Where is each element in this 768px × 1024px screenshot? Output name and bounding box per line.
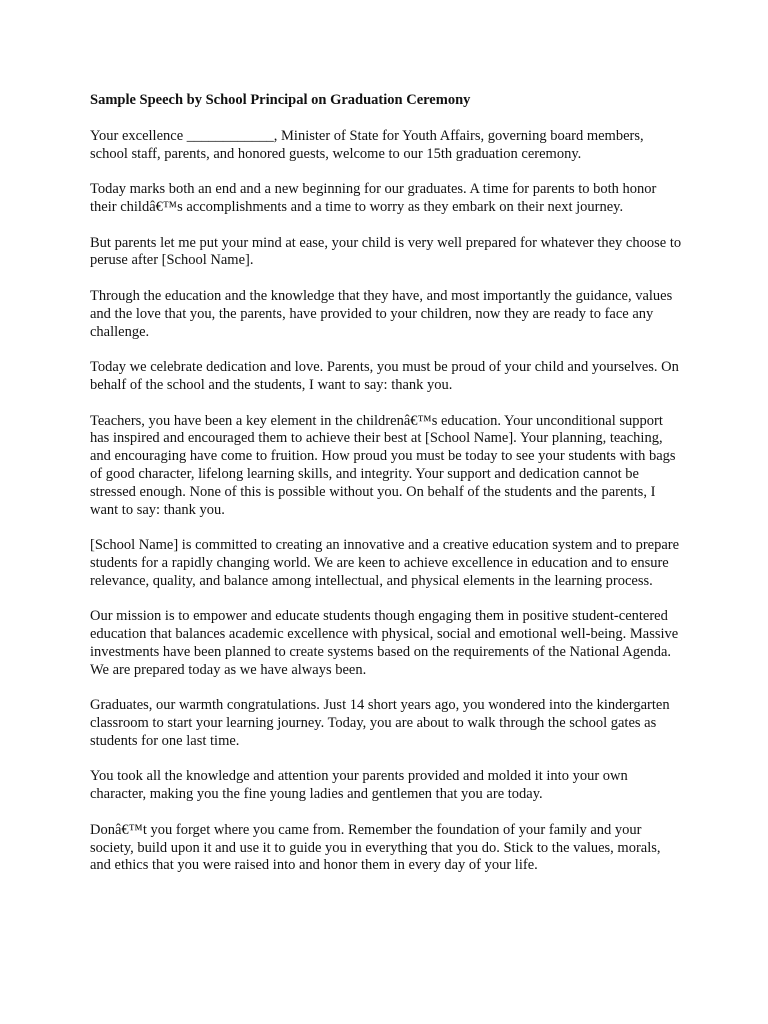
paragraph-3: But parents let me put your mind at ease, your child is very well prepared for whatever they choose to peruse after [School Name]. bbox=[90, 234, 682, 269]
paragraph-7: [School Name] is committed to creating an innovative and a creative education system and to prepare students for a rapidly changing world. We are keen to achieve excellence in education and to ensure relevance, quality, and balance among intellectual, and physical elements in the learning process. bbox=[90, 537, 680, 589]
paragraph-1: Your excellence ____________, Minister of State for Youth Affairs, governing board members, school staff, parents, and honored guests, welcome to our 15th graduation ceremony. bbox=[90, 127, 644, 162]
paragraph-4: Through the education and the knowledge that they have, and most importantly the guidance, values and the love that you, the parents, have provided to your children, now they are ready to face any challenge. bbox=[90, 287, 673, 340]
paragraph-8: Our mission is to empower and educate students though engaging them in positive student-centered education that balances academic excellence with physical, social and emotional well-being. Massive investments have been planned to create systems based on the requirements of the National Agenda. We are prepared today as we have always been. bbox=[90, 608, 679, 678]
paragraph-2: Today marks both an end and a new beginning for our graduates. A time for parents to both honor their childâ€™s accomplishments and a time to worry as they embark on their next journey. bbox=[90, 181, 657, 215]
paragraph-9: Graduates, our warmth congratulations. Just 14 short years ago, you wondered into the kindergarten classroom to start your learning journey. Today, you are about to walk through the school gates as students for one last time. bbox=[90, 697, 670, 749]
document-page bbox=[90, 92, 682, 893]
paragraph-11: Donâ€™t you forget where you came from. Remember the foundation of your family and your society, build upon it and use it to guide you in everything that you do. Stick to the values, morals, and ethics that you were raised into and honor them in every day of your life. bbox=[90, 821, 661, 874]
document-title: Sample Speech by School Principal on Graduation Ceremony bbox=[90, 92, 471, 108]
paragraph-5: Today we celebrate dedication and love. Parents, you must be proud of your child and yourselves. On behalf of the school and the students, I want to say: thank you. bbox=[90, 359, 679, 393]
paragraph-10: You took all the knowledge and attention your parents provided and molded it into your own character, making you the fine young ladies and gentlemen that you are today. bbox=[90, 768, 628, 803]
paragraph-6: Teachers, you have been a key element in the childrenâ€™s education. Your unconditional support has inspired and encouraged them to achieve their best at [School Name]. Your planning, teaching, and encouraging have come to fruition. How proud you must be today to see your students with bags of good character, lifelong learning skills, and integrity. Your support and dedication cannot be stressed enough. None of this is possible without you. On behalf of the students and the parents, I want to say: thank you. bbox=[90, 412, 676, 518]
